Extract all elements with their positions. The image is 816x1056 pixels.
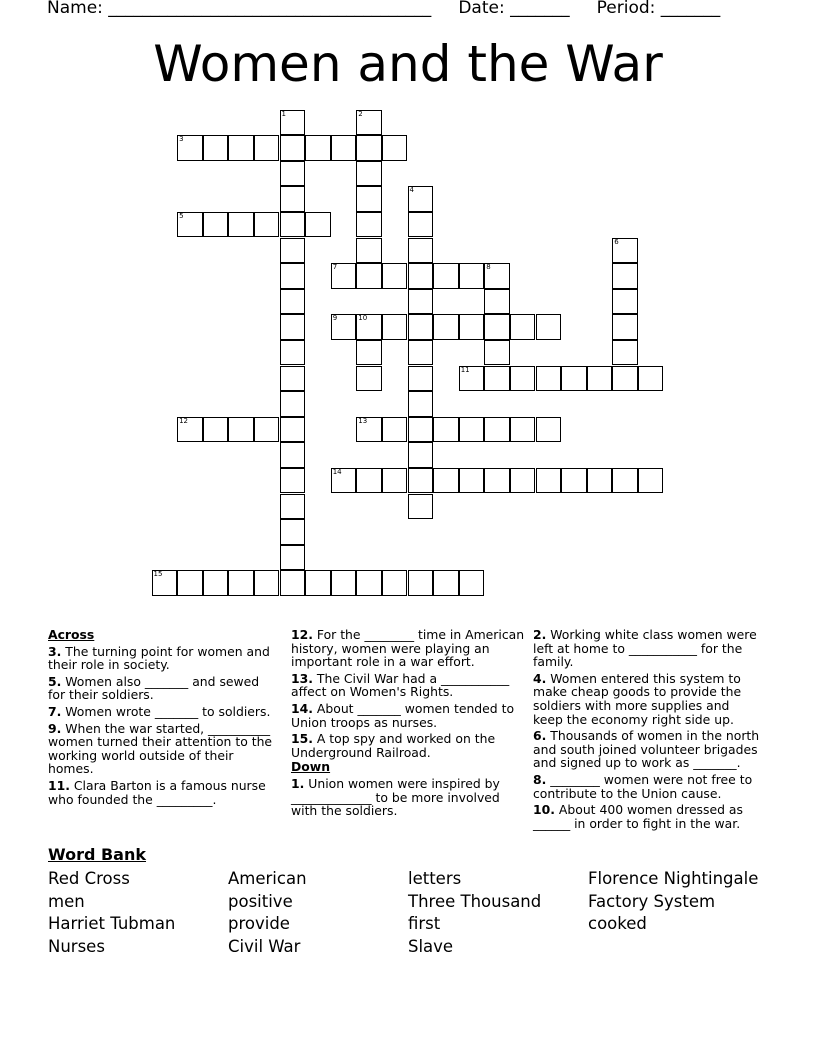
crossword-cell[interactable] (408, 289, 434, 315)
crossword-cell[interactable] (408, 391, 434, 417)
crossword-cell[interactable] (408, 417, 434, 443)
crossword-cell[interactable] (356, 135, 382, 161)
clue-text: A top spy and worked on the Underground Railroad. (291, 731, 496, 760)
crossword-cell[interactable] (382, 135, 408, 161)
clue-number: 5 (179, 211, 184, 220)
clue-text: Women wrote _______ to soldiers. (61, 703, 271, 719)
down-heading: Down (291, 759, 331, 775)
crossword-cell[interactable] (536, 468, 562, 494)
down-clue (533, 803, 763, 830)
word-bank-column-2 (228, 868, 307, 958)
across-clue (291, 672, 526, 699)
page-title: Women and the War (153, 35, 663, 93)
word-bank-item: Factory System (588, 891, 716, 911)
crossword-cell[interactable] (408, 340, 434, 366)
clues-column-3 (533, 628, 763, 833)
crossword-cell[interactable] (356, 263, 382, 289)
clue-text: Union women were inspired by _____________ to be more involved with the soldiers. (291, 775, 500, 819)
crossword-cell[interactable] (280, 442, 306, 468)
crossword-cell[interactable] (484, 263, 510, 289)
crossword-cell[interactable] (356, 314, 382, 340)
clue-number: 13 (358, 416, 368, 425)
clue-number: 15. (291, 731, 313, 747)
crossword-cell[interactable] (356, 238, 382, 264)
word-bank-item: men (48, 891, 85, 911)
across-heading: Across (48, 627, 95, 642)
crossword-cell[interactable] (177, 417, 203, 443)
clue-number: 4 (409, 186, 414, 195)
crossword-cell[interactable] (612, 314, 638, 340)
crossword-cell[interactable] (356, 570, 382, 596)
clue-number: 7 (332, 263, 338, 272)
clue-number: 6 (614, 237, 619, 246)
crossword-cell[interactable] (433, 263, 459, 289)
word-bank-item: American (228, 869, 307, 888)
crossword-cell[interactable] (280, 186, 306, 212)
crossword-cell[interactable] (280, 314, 306, 340)
clue-text: The Civil War had a ___________ affect on Women's Rights. (291, 670, 510, 700)
crossword-cell[interactable] (228, 135, 254, 161)
crossword-cell[interactable] (356, 417, 382, 443)
word-bank-item: first (408, 914, 441, 933)
across-clue (291, 628, 526, 669)
crossword-cell[interactable] (459, 570, 485, 596)
crossword-cell[interactable] (177, 212, 203, 238)
clue-text: Working white class women were left at home to ___________ for the family. (533, 627, 757, 670)
across-clue (48, 779, 278, 806)
crossword-cell[interactable] (382, 263, 408, 289)
crossword-cell[interactable] (254, 212, 280, 238)
clue-number: 2 (358, 109, 363, 118)
across-clue (48, 675, 278, 702)
clue-number: 1. (291, 775, 305, 791)
crossword-cell[interactable] (305, 570, 331, 596)
clue-number: 10 (358, 314, 368, 323)
crossword-cell[interactable] (177, 570, 203, 596)
word-bank-item: provide (228, 914, 290, 933)
crossword-cell[interactable] (280, 238, 306, 264)
crossword-cell[interactable] (433, 468, 459, 494)
clue-text: ________ women were not free to contribute to the Union cause. (533, 771, 753, 801)
word-bank-column-1 (48, 868, 175, 958)
clue-text: The turning point for women and their role in society. (48, 643, 270, 673)
crossword-cell[interactable] (280, 263, 306, 289)
clue-text: Thousands of women in the north and south joined volunteer brigades and signed up to work as _______. (533, 728, 760, 771)
crossword-cell[interactable] (612, 238, 638, 264)
crossword-cell[interactable] (356, 468, 382, 494)
crossword-cell[interactable] (408, 468, 434, 494)
clue-number: 1 (281, 109, 286, 118)
crossword-cell[interactable] (408, 570, 434, 596)
clue-number: 9 (332, 314, 338, 323)
crossword-cell[interactable] (280, 161, 306, 187)
crossword-cell[interactable] (382, 417, 408, 443)
name-field[interactable]: Name: ______________________________________ (47, 0, 432, 18)
clue-number: 10. (533, 802, 555, 818)
crossword-cell[interactable] (536, 314, 562, 340)
crossword-cell[interactable] (280, 135, 306, 161)
clue-number: 14 (332, 467, 342, 476)
word-bank-item: Slave (408, 936, 454, 956)
word-bank-title: Word Bank (48, 845, 147, 864)
crossword-cell[interactable] (356, 110, 382, 136)
crossword-cell[interactable] (280, 545, 306, 571)
clues-column-1 (48, 628, 278, 809)
across-clue (291, 702, 526, 729)
crossword-cell[interactable] (587, 366, 613, 392)
clue-number: 8. (533, 771, 547, 787)
clue-number: 3 (179, 135, 184, 144)
crossword-cell[interactable] (459, 366, 485, 392)
clue-text: About _______ women tended to Union troops as nurses. (291, 700, 515, 730)
down-clue (291, 777, 526, 818)
word-bank-item: Red Cross (48, 869, 130, 888)
crossword-cell[interactable] (177, 135, 203, 161)
crossword-cell[interactable] (484, 314, 510, 340)
crossword-cell[interactable] (280, 212, 306, 238)
crossword-cell[interactable] (510, 468, 536, 494)
crossword-cell[interactable] (280, 468, 306, 494)
crossword-cell[interactable] (280, 494, 306, 520)
crossword-cell[interactable] (331, 135, 357, 161)
crossword-cell[interactable] (612, 289, 638, 315)
clue-number: 13. (291, 670, 313, 686)
crossword-cell[interactable] (484, 340, 510, 366)
crossword-cell[interactable] (408, 186, 434, 212)
crossword-cell[interactable] (356, 340, 382, 366)
clue-number: 12. (291, 627, 313, 642)
crossword-cell[interactable] (484, 417, 510, 443)
crossword-cell[interactable] (356, 366, 382, 392)
crossword-cell[interactable] (433, 570, 459, 596)
crossword-cell[interactable] (280, 570, 306, 596)
crossword-cell[interactable] (305, 135, 331, 161)
word-bank-item: Three Thousand (408, 891, 542, 911)
clue-number: 9. (48, 720, 62, 736)
crossword-cell[interactable] (356, 161, 382, 187)
crossword-cell[interactable] (459, 417, 485, 443)
clue-number: 7. (48, 703, 62, 719)
clue-number: 11. (48, 777, 70, 793)
across-clue-list-continued (291, 628, 526, 759)
crossword-cell[interactable] (408, 494, 434, 520)
crossword-cell[interactable] (280, 519, 306, 545)
word-bank-item: Civil War (228, 936, 301, 956)
period-field[interactable]: Period: _______ (596, 0, 721, 18)
word-bank-item: Harriet Tubman (48, 914, 176, 933)
crossword-cell[interactable] (536, 366, 562, 392)
crossword-cell[interactable] (356, 186, 382, 212)
crossword-cell[interactable] (280, 417, 306, 443)
clues-column-2 (291, 628, 526, 821)
crossword-cell[interactable] (331, 263, 357, 289)
crossword-cell[interactable] (433, 417, 459, 443)
crossword-cell[interactable] (408, 263, 434, 289)
clue-number: 2. (533, 627, 547, 642)
crossword-cell[interactable] (331, 314, 357, 340)
crossword-cell[interactable] (228, 417, 254, 443)
down-clue (533, 773, 763, 800)
crossword-cell[interactable] (228, 570, 254, 596)
across-clue (48, 705, 278, 719)
crossword-cell[interactable] (408, 366, 434, 392)
crossword-cell[interactable] (612, 366, 638, 392)
crossword-cell[interactable] (433, 314, 459, 340)
crossword-cell[interactable] (408, 314, 434, 340)
crossword-cell[interactable] (382, 570, 408, 596)
across-clue (48, 645, 278, 672)
crossword-cell[interactable] (638, 468, 664, 494)
word-bank-item: Florence Nightingale (588, 869, 759, 888)
word-bank-item: positive (228, 891, 293, 911)
crossword-cell[interactable] (612, 468, 638, 494)
crossword-cell[interactable] (280, 110, 306, 136)
clue-number: 4. (533, 670, 547, 686)
crossword-cell[interactable] (612, 263, 638, 289)
crossword-cell[interactable] (408, 442, 434, 468)
word-bank-item: cooked (588, 914, 647, 933)
clue-text: When the war started, __________ women turned their attention to the working world outside of their homes. (48, 720, 273, 777)
crossword-cell[interactable] (587, 468, 613, 494)
clue-text: Clara Barton is a famous nurse who founded the _________. (48, 777, 266, 807)
down-clue-list (291, 777, 526, 818)
crossword-cell[interactable] (510, 417, 536, 443)
crossword-cell[interactable] (280, 391, 306, 417)
crossword-cell[interactable] (612, 340, 638, 366)
crossword-cell[interactable] (331, 570, 357, 596)
crossword-cell[interactable] (254, 570, 280, 596)
clue-text: About 400 women dressed as ______ in order to fight in the war. (533, 802, 743, 831)
across-clue-list (48, 645, 278, 807)
crossword-cell[interactable] (203, 417, 229, 443)
crossword-cell[interactable] (510, 314, 536, 340)
clue-number: 11 (460, 365, 470, 374)
crossword-cell[interactable] (254, 417, 280, 443)
across-clue (291, 732, 526, 759)
crossword-cell[interactable] (203, 135, 229, 161)
clue-text: Women entered this system to make cheap goods to provide the soldiers with more supplies and keep the economy right side up. (533, 670, 742, 727)
crossword-cell[interactable] (228, 212, 254, 238)
crossword-cell[interactable] (408, 212, 434, 238)
crossword-cell[interactable] (484, 366, 510, 392)
crossword-cell[interactable] (561, 366, 587, 392)
clue-number: 15 (153, 570, 163, 579)
crossword-cell[interactable] (280, 366, 306, 392)
down-clue-list-continued (533, 628, 763, 830)
clue-number: 12 (179, 416, 189, 425)
crossword-cell[interactable] (280, 289, 306, 315)
crossword-cell[interactable] (280, 340, 306, 366)
down-clue (533, 628, 763, 669)
crossword-cell[interactable] (510, 366, 536, 392)
crossword-cell[interactable] (561, 468, 587, 494)
clue-number: 14. (291, 700, 313, 716)
across-clue (48, 722, 278, 776)
down-clue (533, 729, 763, 770)
word-bank-item: letters (408, 869, 462, 888)
crossword-cell[interactable] (382, 314, 408, 340)
down-clue (533, 672, 763, 726)
crossword-cell[interactable] (203, 570, 229, 596)
crossword-cell[interactable] (484, 289, 510, 315)
clue-number: 8 (486, 263, 491, 272)
clue-number: 3. (48, 643, 62, 659)
clue-text: Women also _______ and sewed for their soldiers. (48, 673, 260, 703)
crossword-cell[interactable] (254, 135, 280, 161)
crossword-cell[interactable] (484, 468, 510, 494)
crossword-cell[interactable] (305, 212, 331, 238)
clue-number: 5. (48, 673, 62, 689)
crossword-cell[interactable] (459, 314, 485, 340)
word-bank-column-4 (588, 868, 758, 936)
crossword-cell[interactable] (382, 468, 408, 494)
word-bank-item: Nurses (48, 936, 105, 956)
crossword-cell[interactable] (408, 238, 434, 264)
clue-text: For the ________ time in American history, women were playing an important role in a war effort. (291, 627, 525, 670)
crossword-cell[interactable] (152, 570, 178, 596)
crossword-cell[interactable] (459, 468, 485, 494)
crossword-cell[interactable] (203, 212, 229, 238)
crossword-cell[interactable] (356, 212, 382, 238)
crossword-cell[interactable] (536, 417, 562, 443)
word-bank-column-3 (408, 868, 541, 958)
crossword-cell[interactable] (331, 468, 357, 494)
crossword-cell[interactable] (638, 366, 664, 392)
crossword-cell[interactable] (459, 263, 485, 289)
clue-number: 6. (533, 728, 547, 744)
date-field[interactable]: Date: _______ (458, 0, 570, 18)
